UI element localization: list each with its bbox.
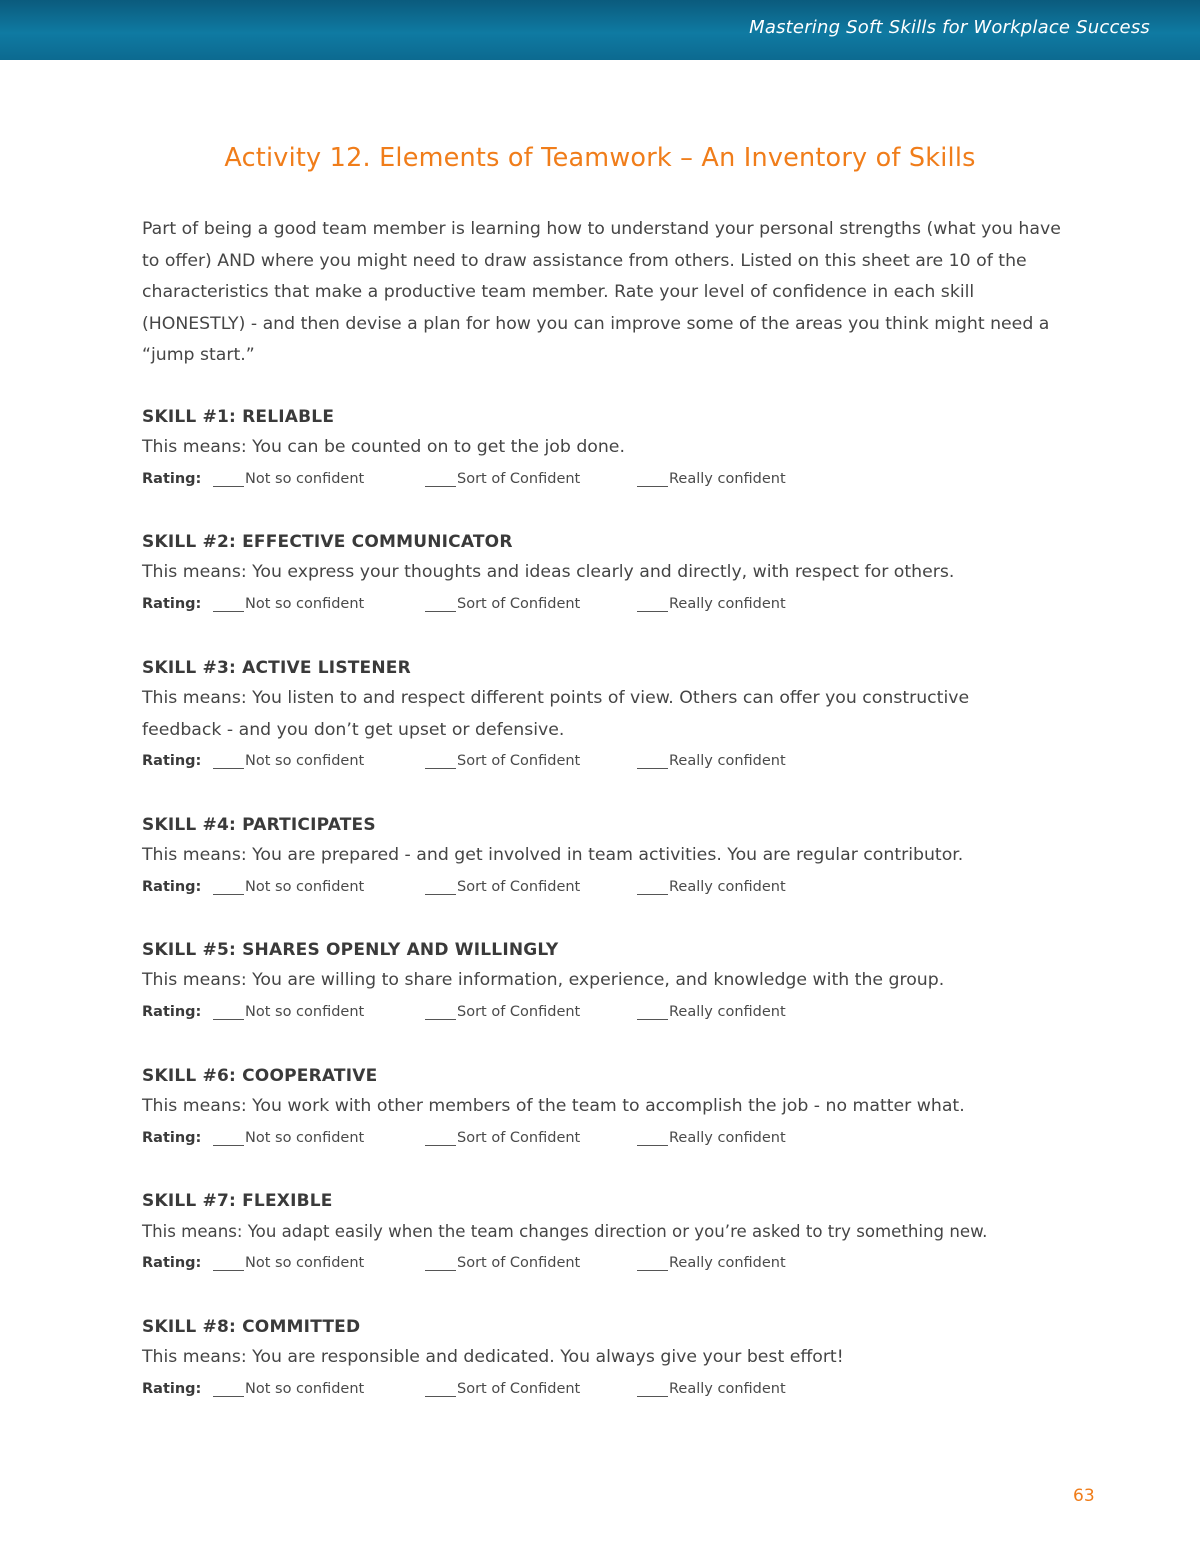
rating-label: Rating:	[142, 595, 202, 612]
rating-option-label: Sort of Confident	[457, 595, 581, 612]
rating-option-sort-of-confident[interactable]	[425, 879, 580, 895]
rating-option-label: Not so confident	[245, 753, 365, 769]
rating-label: Rating:	[142, 1129, 202, 1146]
rating-option-really-confident[interactable]	[637, 1004, 786, 1020]
skill-description: This means: You work with other members of the team to accomplish the job - no matter what.	[142, 1096, 965, 1116]
rating-option-sort-of-confident[interactable]	[425, 471, 580, 487]
rating-option-label: Not so confident	[245, 878, 365, 895]
rating-option-label: Sort of Confident	[457, 1003, 581, 1020]
rating-option-sort-of-confident[interactable]	[425, 596, 580, 612]
rating-option-label: Sort of Confident	[457, 470, 581, 487]
rating-option-not-so-confident[interactable]	[213, 1255, 364, 1271]
rating-option-label: Not so confident	[245, 470, 365, 487]
rating-blank[interactable]	[425, 1130, 456, 1146]
rating-option-label: Really confident	[669, 1003, 786, 1020]
rating-option-sort-of-confident[interactable]	[425, 753, 580, 769]
rating-option-label: Sort of Confident	[457, 753, 581, 769]
rating-row	[142, 1248, 1102, 1280]
rating-blank[interactable]	[425, 1255, 456, 1271]
skill-description: This means: You can be counted on to get the job done.	[142, 437, 625, 457]
skill-description: This means: You express your thoughts and ideas clearly and directly, with respect for others.	[142, 562, 955, 582]
rating-row	[142, 589, 1102, 621]
rating-blank[interactable]	[637, 1255, 668, 1271]
rating-blank[interactable]	[637, 879, 668, 895]
rating-option-sort-of-confident[interactable]	[425, 1130, 580, 1146]
rating-label: Rating:	[142, 470, 202, 487]
rating-label: Rating:	[142, 1380, 202, 1397]
rating-option-label: Sort of Confident	[457, 1380, 581, 1397]
rating-blank[interactable]	[637, 753, 668, 769]
skill-block-7	[142, 1185, 1102, 1280]
rating-option-label: Really confident	[669, 753, 786, 769]
rating-option-really-confident[interactable]	[637, 471, 786, 487]
rating-label: Rating:	[142, 878, 202, 895]
rating-row	[142, 1374, 1102, 1406]
rating-option-really-confident[interactable]	[637, 879, 786, 895]
page-title: Activity 12. Elements of Teamwork – An Inventory of Skills	[224, 143, 976, 173]
skill-block-6	[142, 1060, 1102, 1155]
rating-option-label: Really confident	[669, 1129, 786, 1146]
header-title: Mastering Soft Skills for Workplace Success	[749, 17, 1150, 38]
skill-heading: SKILL #2: EFFECTIVE COMMUNICATOR	[142, 532, 513, 552]
header-bar	[0, 0, 1200, 60]
rating-option-really-confident[interactable]	[637, 753, 786, 769]
rating-option-label: Not so confident	[245, 1380, 365, 1397]
rating-option-not-so-confident[interactable]	[213, 1130, 364, 1146]
rating-blank[interactable]	[637, 596, 668, 612]
rating-row	[142, 746, 1102, 778]
skill-block-3	[142, 652, 1102, 778]
rating-option-label: Really confident	[669, 470, 786, 487]
skill-heading: SKILL #8: COMMITTED	[142, 1317, 361, 1337]
rating-option-label: Not so confident	[245, 1003, 365, 1020]
skill-heading: SKILL #3: ACTIVE LISTENER	[142, 658, 411, 678]
skill-block-2	[142, 526, 1102, 621]
skill-description: This means: You adapt easily when the team changes direction or you’re asked to try something new.	[142, 1222, 988, 1241]
rating-blank[interactable]	[637, 471, 668, 487]
rating-blank[interactable]	[425, 753, 456, 769]
rating-blank[interactable]	[213, 879, 244, 895]
rating-blank[interactable]	[637, 1004, 668, 1020]
rating-blank[interactable]	[213, 1255, 244, 1271]
rating-option-label: Really confident	[669, 1380, 786, 1397]
rating-option-label: Not so confident	[245, 595, 365, 612]
skill-heading: SKILL #7: FLEXIBLE	[142, 1191, 333, 1211]
rating-blank[interactable]	[213, 596, 244, 612]
rating-option-label: Sort of Confident	[457, 878, 581, 895]
rating-blank[interactable]	[425, 1381, 456, 1397]
rating-row	[142, 872, 1102, 904]
rating-option-label: Not so confident	[245, 1129, 365, 1146]
skill-heading: SKILL #1: RELIABLE	[142, 407, 335, 427]
rating-option-not-so-confident[interactable]	[213, 753, 364, 769]
rating-row	[142, 1123, 1102, 1155]
rating-option-really-confident[interactable]	[637, 1381, 786, 1397]
rating-option-really-confident[interactable]	[637, 1255, 786, 1271]
rating-option-not-so-confident[interactable]	[213, 471, 364, 487]
skill-description: This means: You listen to and respect different points of view. Others can offer you constructive feedback - and you don’t get upset or defensive.	[142, 688, 970, 740]
rating-blank[interactable]	[425, 1004, 456, 1020]
rating-option-label: Not so confident	[245, 1254, 365, 1271]
rating-option-sort-of-confident[interactable]	[425, 1255, 580, 1271]
rating-option-sort-of-confident[interactable]	[425, 1381, 580, 1397]
rating-option-label: Really confident	[669, 1254, 786, 1271]
skill-description: This means: You are responsible and dedicated. You always give your best effort!	[142, 1347, 844, 1367]
skill-description: This means: You are willing to share information, experience, and knowledge with the group.	[142, 970, 945, 990]
skill-block-4	[142, 809, 1102, 904]
rating-option-label: Sort of Confident	[457, 1254, 581, 1271]
rating-option-label: Really confident	[669, 878, 786, 895]
skill-heading: SKILL #4: PARTICIPATES	[142, 815, 376, 835]
rating-row	[142, 997, 1102, 1029]
skill-description: This means: You are prepared - and get involved in team activities. You are regular contributor.	[142, 845, 964, 865]
skill-block-1	[142, 401, 1102, 496]
rating-blank[interactable]	[425, 596, 456, 612]
intro-paragraph: Part of being a good team member is learning how to understand your personal strengths (what you have to offer) AND where you might need to draw assistance from others. Listed on this sheet are 10 of the characteristics that make a productive team member. Rate your level of confidence in each skill (HONESTLY) - and then devise a plan for how you can improve some of the areas you think might need a “jump start.”	[142, 219, 1061, 365]
rating-row	[142, 464, 1102, 496]
rating-blank[interactable]	[213, 1130, 244, 1146]
rating-blank[interactable]	[213, 1004, 244, 1020]
rating-label: Rating:	[142, 753, 202, 769]
skill-block-5	[142, 934, 1102, 1029]
rating-option-not-so-confident[interactable]	[213, 596, 364, 612]
rating-label: Rating:	[142, 1003, 202, 1020]
rating-blank[interactable]	[425, 879, 456, 895]
rating-blank[interactable]	[213, 753, 244, 769]
rating-option-sort-of-confident[interactable]	[425, 1004, 580, 1020]
rating-blank[interactable]	[637, 1130, 668, 1146]
rating-blank[interactable]	[213, 471, 244, 487]
rating-option-not-so-confident[interactable]	[213, 879, 364, 895]
rating-option-label: Really confident	[669, 595, 786, 612]
rating-blank[interactable]	[637, 1381, 668, 1397]
rating-option-not-so-confident[interactable]	[213, 1381, 364, 1397]
rating-option-label: Sort of Confident	[457, 1129, 581, 1146]
page-number: 63	[1073, 1486, 1095, 1506]
rating-blank[interactable]	[213, 1381, 244, 1397]
rating-label: Rating:	[142, 1254, 202, 1271]
skill-heading: SKILL #6: COOPERATIVE	[142, 1066, 378, 1086]
rating-option-not-so-confident[interactable]	[213, 1004, 364, 1020]
rating-option-really-confident[interactable]	[637, 596, 786, 612]
rating-option-really-confident[interactable]	[637, 1130, 786, 1146]
rating-blank[interactable]	[425, 471, 456, 487]
skill-heading: SKILL #5: SHARES OPENLY AND WILLINGLY	[142, 940, 559, 960]
skill-block-8	[142, 1311, 1102, 1406]
